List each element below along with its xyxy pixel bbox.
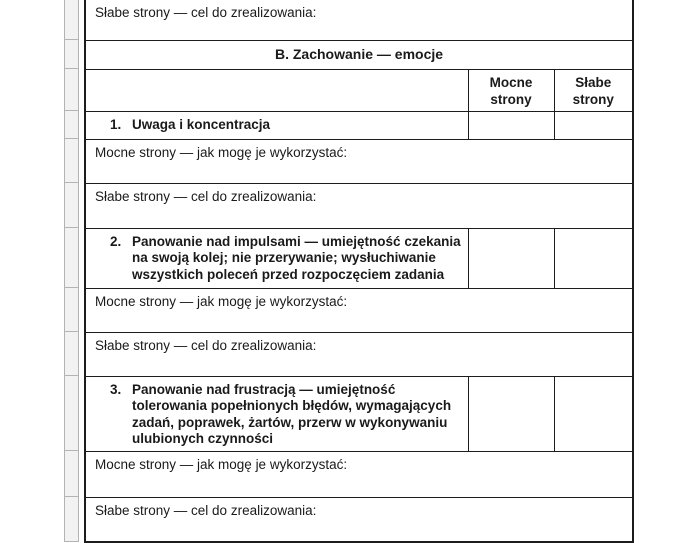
header-empty-cell xyxy=(85,69,468,111)
strengths-use-cell: Mocne strony — jak mogę je wykorzystać: xyxy=(85,139,633,183)
mocne-score-cell xyxy=(468,376,554,451)
table-row xyxy=(85,40,633,69)
table-row xyxy=(85,111,633,139)
item-number: 3. xyxy=(110,381,122,397)
margin-strip-cell xyxy=(65,40,78,69)
weaknesses-goal-cell: Słabe strony — cel do zrealizowania: xyxy=(85,183,633,228)
margin-strip-cell xyxy=(65,332,78,376)
margin-strip-cell xyxy=(65,376,78,451)
margin-strip-cell xyxy=(65,451,78,497)
item-label: Panowanie nad frustracją — umiejętność tolerowania popełnionych błędów, wymagających zadań, poprawek, żartów, przerw w wykonywaniu ulubionych czynności xyxy=(132,381,452,446)
mocne-score-cell xyxy=(468,228,554,288)
margin-strip-cell xyxy=(65,111,78,139)
item-label: Uwaga i koncentracja xyxy=(132,116,271,132)
slabe-score-cell xyxy=(554,111,633,139)
item-1-cell xyxy=(85,111,468,139)
margin-strip-cell xyxy=(65,139,78,183)
table-row xyxy=(85,451,633,497)
table-row xyxy=(85,183,633,228)
table-row xyxy=(85,288,633,332)
strengths-use-cell: Mocne strony — jak mogę je wykorzystać: xyxy=(85,288,633,332)
weaknesses-goal-cell: Słabe strony — cel do zrealizowania: xyxy=(85,497,633,542)
table-row xyxy=(85,0,633,40)
item-3 xyxy=(86,382,464,448)
table-row xyxy=(85,332,633,376)
slabe-score-cell xyxy=(554,376,633,451)
margin-strip-cell xyxy=(65,0,78,40)
item-2-cell xyxy=(85,228,468,288)
item-1 xyxy=(86,117,464,134)
column-header-slabe: Słabe strony xyxy=(554,69,633,111)
slabe-score-cell xyxy=(554,228,633,288)
weaknesses-goal-cell: Słabe strony — cel do zrealizowania: xyxy=(85,0,633,40)
item-3-cell xyxy=(85,376,468,451)
mocne-score-cell xyxy=(468,111,554,139)
assessment-table xyxy=(84,0,634,543)
item-number: 2. xyxy=(110,233,122,249)
strengths-use-cell: Mocne strony — jak mogę je wykorzystać: xyxy=(85,451,633,497)
margin-strip-cell xyxy=(65,69,78,111)
table-row xyxy=(85,376,633,451)
item-number: 1. xyxy=(110,116,122,132)
table-row xyxy=(85,69,633,111)
margin-strip-cell xyxy=(65,228,78,288)
table-row xyxy=(85,139,633,183)
column-header-mocne: Mocne strony xyxy=(468,69,554,111)
weaknesses-goal-cell: Słabe strony — cel do zrealizowania: xyxy=(85,332,633,376)
margin-strip-cell xyxy=(65,288,78,332)
section-title: B. Zachowanie — emocje xyxy=(85,40,633,69)
item-label: Panowanie nad impulsami — umiejętność czekania na swoją kolej; nie przerywanie; wysłuchiwanie wszystkich poleceń przed rozpoczęciem zadania xyxy=(132,233,461,282)
table-row xyxy=(85,228,633,288)
margin-strip-cell xyxy=(65,183,78,228)
margin-strip xyxy=(64,0,79,542)
item-2 xyxy=(86,234,464,284)
